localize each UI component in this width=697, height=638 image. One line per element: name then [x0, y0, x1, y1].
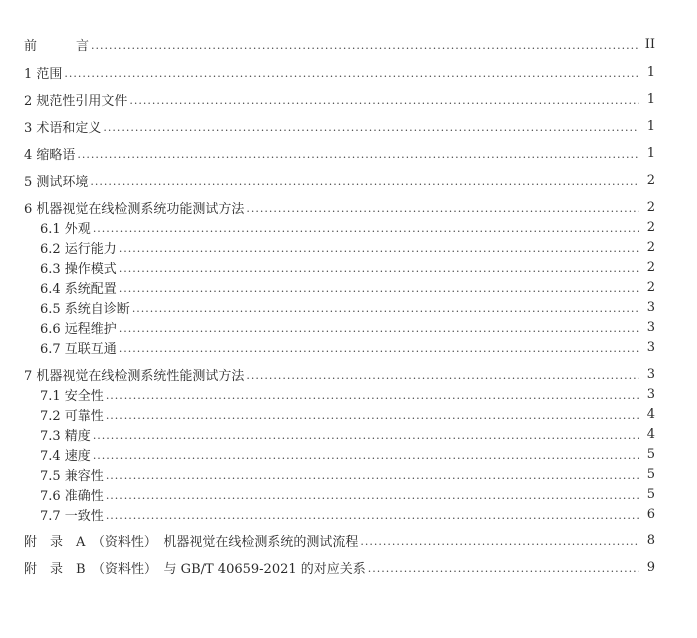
toc-leader-dots [119, 339, 639, 355]
toc-entry-chapter-5[interactable] [24, 170, 655, 190]
toc-entry-label: 3 术语和定义 [24, 120, 102, 136]
toc-entry-label: 6.4 系统配置 [40, 281, 117, 297]
toc-entry-label: 6.5 系统自诊断 [40, 301, 130, 317]
toc-entry-label: 7.2 可靠性 [40, 408, 104, 424]
toc-entry-section-7-5[interactable] [40, 464, 655, 484]
toc-entry-label: 2 规范性引用文件 [24, 93, 128, 109]
toc-entry-chapter-4[interactable] [24, 143, 655, 163]
toc-page-number: 2 [646, 199, 655, 215]
toc-leader-dots [90, 172, 639, 188]
toc-entry-label: 6 机器视觉在线检测系统功能测试方法 [24, 201, 245, 217]
toc-leader-dots [77, 145, 639, 161]
toc-leader-dots [129, 91, 639, 107]
toc-entry-chapter-2[interactable] [24, 89, 655, 109]
toc-page-number: II [644, 36, 655, 52]
toc-leader-dots [368, 559, 639, 575]
toc-entry-label: 6.2 运行能力 [40, 241, 117, 257]
toc-leader-dots [93, 426, 639, 442]
toc-entry-section-7-7[interactable] [40, 504, 655, 524]
toc-leader-dots [106, 386, 639, 402]
toc-page-number: 3 [646, 339, 655, 355]
toc-entry-section-6-7[interactable] [40, 337, 655, 357]
toc-page-number: 3 [646, 386, 655, 402]
toc-page-number: 2 [646, 279, 655, 295]
toc-page-number: 2 [646, 172, 655, 188]
toc-entry-section-6-1[interactable] [40, 217, 655, 237]
toc-entry-section-7-6[interactable] [40, 484, 655, 504]
toc-entry-chapter-7[interactable] [24, 364, 655, 384]
toc-page-number: 2 [646, 219, 655, 235]
toc-page-number: 1 [646, 64, 655, 80]
toc-entry-label: 6.1 外观 [40, 221, 91, 237]
toc-leader-dots [64, 64, 639, 80]
toc-entry-label: 4 缩略语 [24, 147, 76, 163]
toc-leader-dots [119, 259, 639, 275]
toc-page-number: 9 [646, 559, 655, 575]
toc-page-number: 3 [646, 366, 655, 382]
toc-entry-label: 附 录 B （资料性） 与 GB/T 40659-2021 的对应关系 [24, 561, 366, 577]
toc-entry-label: 7.4 速度 [40, 448, 91, 464]
toc-leader-dots [106, 406, 639, 422]
toc-page-number: 5 [646, 446, 655, 462]
toc-entry-section-7-2[interactable] [40, 404, 655, 424]
toc-page-number: 4 [646, 426, 655, 442]
toc-entry-section-6-5[interactable] [40, 297, 655, 317]
toc-entry-section-6-3[interactable] [40, 257, 655, 277]
toc-entry-label: 6.3 操作模式 [40, 261, 117, 277]
toc-page-number: 1 [646, 145, 655, 161]
toc-entry-label: 前 言 [24, 38, 90, 54]
toc-entry-label: 5 测试环境 [24, 174, 89, 190]
toc-entry-label: 7.5 兼容性 [40, 468, 104, 484]
toc-leader-dots [93, 219, 639, 235]
toc-entry-foreword[interactable] [24, 34, 655, 54]
toc-entry-label: 1 范围 [24, 66, 63, 82]
toc-entry-section-7-3[interactable] [40, 424, 655, 444]
toc-entry-section-6-2[interactable] [40, 237, 655, 257]
toc-leader-dots [106, 506, 639, 522]
toc-leader-dots [106, 486, 639, 502]
toc-page-number: 3 [646, 299, 655, 315]
toc-entry-appendix-b[interactable] [24, 557, 655, 577]
toc-leader-dots [93, 446, 639, 462]
toc-page-number: 5 [646, 486, 655, 502]
toc-leader-dots [103, 118, 639, 134]
toc-page-number: 4 [646, 406, 655, 422]
toc-page-number: 2 [646, 239, 655, 255]
toc-entry-appendix-a[interactable] [24, 530, 655, 550]
toc-leader-dots [132, 299, 639, 315]
toc-leader-dots [246, 366, 639, 382]
toc-page-number: 6 [646, 506, 655, 522]
toc-entry-section-6-6[interactable] [40, 317, 655, 337]
toc-leader-dots [246, 199, 639, 215]
toc-page-number: 3 [646, 319, 655, 335]
toc-leader-dots [119, 319, 639, 335]
toc-entry-label: 6.6 远程维护 [40, 321, 117, 337]
toc-leader-dots [91, 36, 639, 52]
toc-entry-chapter-3[interactable] [24, 116, 655, 136]
toc-entry-label: 7.6 准确性 [40, 488, 104, 504]
toc-leader-dots [119, 239, 639, 255]
toc-entry-label: 7.3 精度 [40, 428, 91, 444]
toc-page-number: 8 [646, 532, 655, 548]
toc-leader-dots [360, 532, 639, 548]
toc-entry-label: 7.7 一致性 [40, 508, 104, 524]
toc-entry-label: 6.7 互联互通 [40, 341, 117, 357]
toc-entry-label: 附 录 A （资料性） 机器视觉在线检测系统的测试流程 [24, 534, 359, 550]
toc-entry-section-7-4[interactable] [40, 444, 655, 464]
toc-page-number: 1 [646, 91, 655, 107]
toc-page-number: 2 [646, 259, 655, 275]
toc-entry-label: 7 机器视觉在线检测系统性能测试方法 [24, 368, 245, 384]
toc-entry-section-6-4[interactable] [40, 277, 655, 297]
toc-page-number: 1 [646, 118, 655, 134]
toc-leader-dots [119, 279, 639, 295]
toc-entry-chapter-1[interactable] [24, 62, 655, 82]
toc-entry-label: 7.1 安全性 [40, 388, 104, 404]
toc-leader-dots [106, 466, 639, 482]
toc-page-number: 5 [646, 466, 655, 482]
toc-entry-section-7-1[interactable] [40, 384, 655, 404]
toc-entry-chapter-6[interactable] [24, 197, 655, 217]
